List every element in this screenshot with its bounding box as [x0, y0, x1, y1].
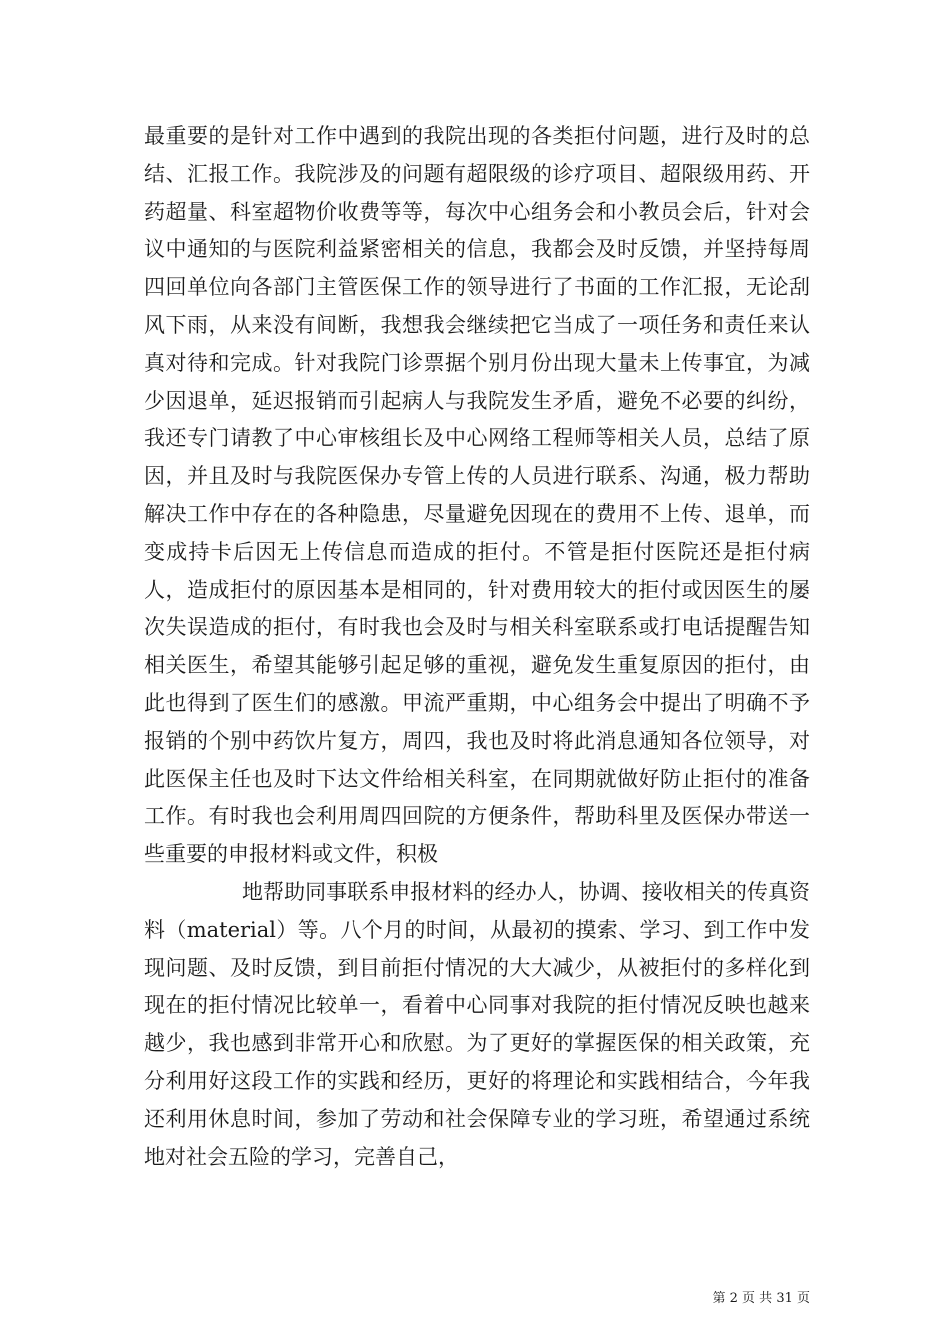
document-body: [144, 118, 810, 1176]
paragraph-2: 地帮助同事联系申报材料的经办人，协调、接收相关的传真资料（material）等。八个月的时间，从最初的摸索、学习、到工作中发现问题、及时反馈，到目前拒付情况的大大减少，从被拒付的多样化到现在的拒付情况比较单一，看着中心同事对我院的拒付情况反映也越来越少，我也感到非常开心和欣慰。为了更好的掌握医保的相关政策，充分利用好这段工作的实践和经历，更好的将理论和实践相结合，今年我还利用休息时间，参加了劳动和社会保障专业的学习班，希望通过系统地对社会五险的学习，完善自己，: [144, 879, 810, 1169]
paragraph-1: 最重要的是针对工作中遇到的我院出现的各类拒付问题，进行及时的总结、汇报工作。我院涉及的问题有超限级的诊疗项目、超限级用药、开药超量、科室超物价收费等等，每次中心组务会和小教员会后，针对会议中通知的与医院利益紧密相关的信息，我都会及时反馈，并坚持每周四回单位向各部门主管医保工作的领导进行了书面的工作汇报，无论刮风下雨，从来没有间断，我想我会继续把它当成了一项任务和责任来认真对待和完成。针对我院门诊票据个别月份出现大量未上传事宜，为减少因退单，延迟报销而引起病人与我院发生矛盾，避免不必要的纠纷，我还专门请教了中心审核组长及中心网络工程师等相关人员，总结了原因，并且及时与我院医保办专管上传的人员进行联系、沟通，极力帮助解决工作中存在的各种隐患，尽量避免因现在的费用不上传、退单，而变成持卡后因无上传信息而造成的拒付。不管是拒付医院还是拒付病人，造成拒付的原因基本是相同的，针对费用较大的拒付或因医生的屡次失误造成的拒付，有时我也会及时与相关科室联系或打电话提醒告知相关医生，希望其能够引起足够的重视，避免发生重复原因的拒付，由此也得到了医生们的感激。甲流严重期，中心组务会中提出了明确不予报销的个别中药饮片复方，周四，我也及时将此消息通知各位领导，对此医保主任也及时下达文件给相关科室，在同期就做好防止拒付的准备工作。有时我也会利用周四回院的方便条件，帮助科里及医保办带送一些重要的申报材料或文件，积极: [144, 124, 810, 867]
page-number: 第 2 页 共 31 页: [712, 1291, 810, 1306]
